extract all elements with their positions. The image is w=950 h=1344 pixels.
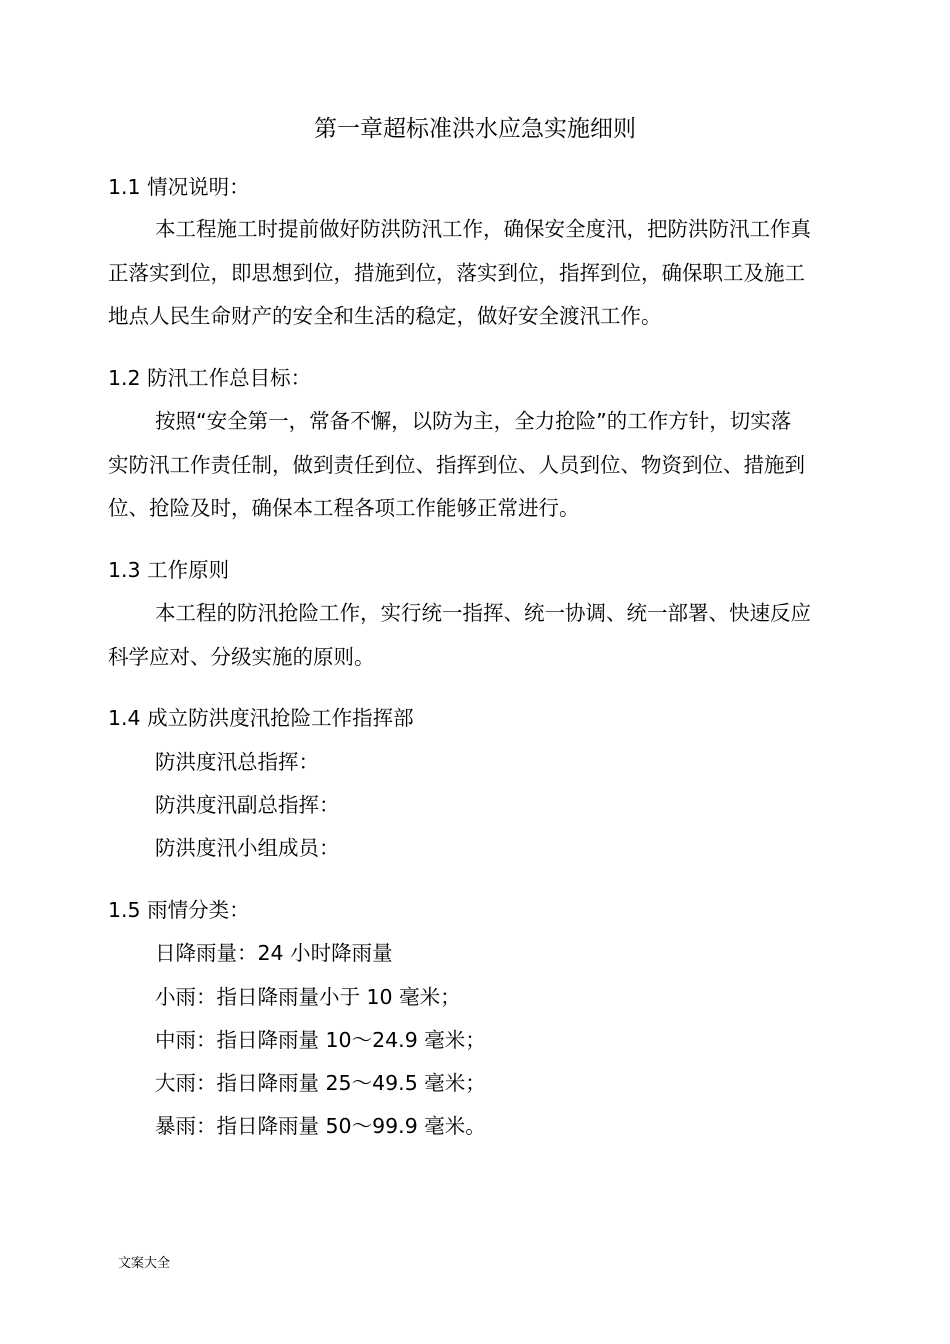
section-heading-1-2: 1.2 防汛工作总目标：	[108, 366, 312, 390]
page-footer: 文案大全	[118, 1256, 171, 1271]
list-item: 日降雨量：24 小时降雨量	[155, 941, 393, 965]
list-item: 小雨：指日降雨量小于 10 毫米；	[155, 985, 461, 1009]
page-title: 第一章超标准洪水应急实施细则	[314, 116, 636, 142]
paragraph-line: 按照“安全第一，常备不懈，以防为主，全力抢险”的工作方针，切实落	[155, 409, 792, 433]
paragraph-line: 正落实到位，即思想到位，措施到位，落实到位，指挥到位，确保职工及施工	[108, 261, 805, 285]
section-heading-1-3: 1.3 工作原则	[108, 558, 230, 582]
list-item: 大雨：指日降雨量 25～49.5 毫米；	[155, 1071, 486, 1095]
section-heading-1-1: 1.1 情况说明：	[108, 175, 250, 199]
list-item: 防洪度汛小组成员：	[155, 836, 340, 860]
list-item: 中雨：指日降雨量 10～24.9 毫米；	[155, 1028, 486, 1052]
paragraph-line: 位、抢险及时，确保本工程各项工作能够正常进行。	[108, 496, 580, 520]
paragraph-line: 本工程的防汛抢险工作，实行统一指挥、统一协调、统一部署、快速反应	[155, 601, 811, 625]
list-item: 暴雨：指日降雨量 50～99.9 毫米。	[155, 1114, 486, 1138]
paragraph-line: 科学应对、分级实施的原则。	[108, 645, 375, 669]
list-item: 防洪度汛总指挥：	[155, 750, 319, 774]
paragraph-line: 地点人民生命财产的安全和生活的稳定，做好安全渡汛工作。	[108, 304, 662, 328]
paragraph-line: 实防汛工作责任制，做到责任到位、指挥到位、人员到位、物资到位、措施到	[108, 453, 805, 477]
section-heading-1-4: 1.4 成立防洪度汛抢险工作指挥部	[108, 706, 414, 730]
list-item: 防洪度汛副总指挥：	[155, 793, 340, 817]
paragraph-line: 本工程施工时提前做好防洪防汛工作，确保安全度汛，把防洪防汛工作真	[155, 217, 811, 241]
section-heading-1-5: 1.5 雨情分类：	[108, 898, 250, 922]
